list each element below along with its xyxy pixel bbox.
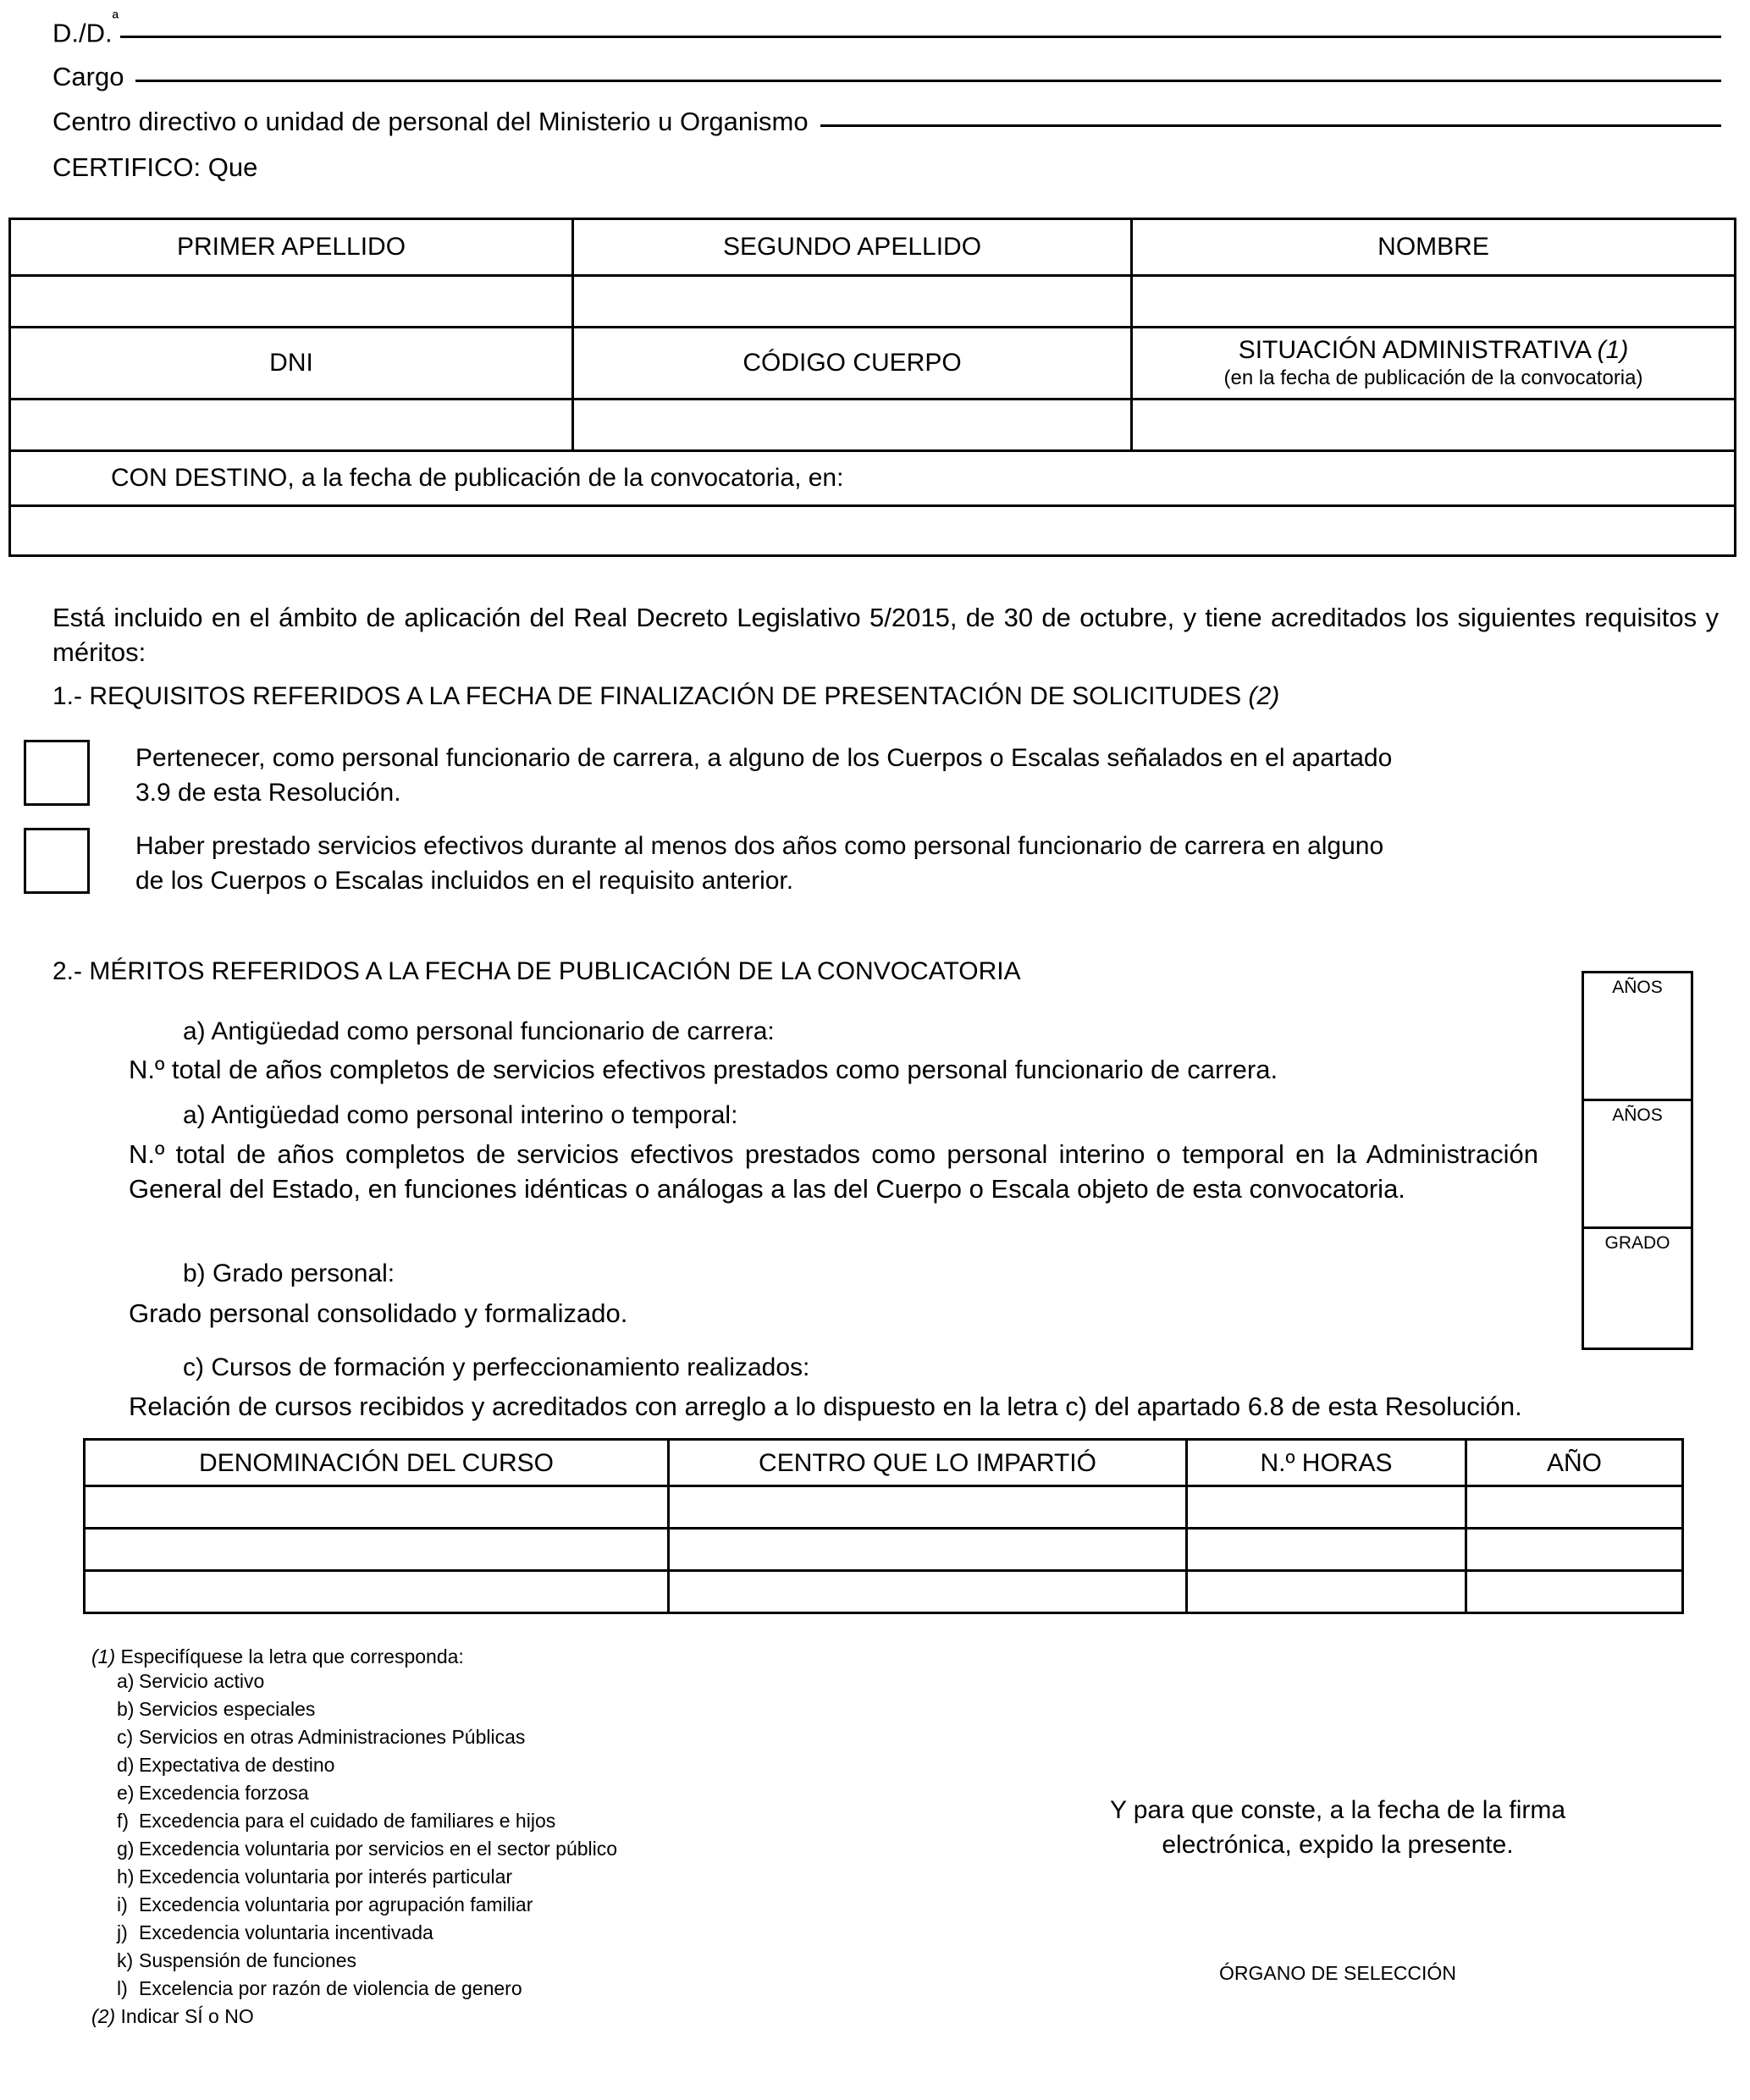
footnote-letter: d)	[117, 1754, 135, 1776]
courses-header-ano: AÑO	[1466, 1440, 1683, 1486]
course-1-denominacion[interactable]	[85, 1486, 669, 1529]
field-nombre-row	[52, 9, 1721, 48]
merit-c-label: c) Cursos de formación y perfeccionamiento realizados:	[183, 1353, 810, 1381]
footnote-letter: h)	[117, 1866, 135, 1888]
footnote-text: Excedencia para el cuidado de familiares e hijos	[139, 1810, 556, 1832]
input-situacion-administrativa[interactable]	[1132, 400, 1736, 451]
field-cargo-label: Cargo	[52, 62, 124, 91]
certifico-label: CERTIFICO: Que	[52, 152, 258, 182]
footnote-text: Excedencia voluntaria por agrupación familiar	[139, 1893, 533, 1915]
footnote-1-list	[91, 1672, 938, 1998]
footnote-letter: g)	[117, 1838, 135, 1860]
list-item	[91, 1756, 938, 1775]
list-item	[91, 1811, 938, 1831]
course-1-horas[interactable]	[1187, 1486, 1466, 1529]
list-item	[91, 1700, 938, 1719]
intro-paragraph: Está incluido en el ámbito de aplicación del Real Decreto Legislativo 5/2015, de 30 de octubre, y tiene acreditados los siguientes requisitos y méritos:	[52, 603, 1719, 667]
table-row	[85, 1529, 1683, 1571]
list-item	[91, 1839, 938, 1859]
course-1-centro[interactable]	[669, 1486, 1187, 1529]
footnote-text: Servicio activo	[139, 1670, 265, 1692]
checkbox-requisito-2[interactable]	[24, 828, 90, 894]
field-cargo-row	[52, 63, 1721, 90]
footnote-letter: b)	[117, 1698, 135, 1720]
grado-cell[interactable]	[1584, 1229, 1691, 1348]
footnote-text: Excedencia forzosa	[139, 1782, 309, 1804]
footnote-text: Expectativa de destino	[139, 1754, 335, 1776]
footnote-1-head: (1) Especifíquese la letra que corresponda:	[91, 1645, 464, 1667]
course-3-centro[interactable]	[669, 1571, 1187, 1613]
field-nombre-rule[interactable]	[120, 36, 1721, 38]
years-cell-2[interactable]	[1584, 1101, 1691, 1226]
cell-codigo-cuerpo-header: CÓDIGO CUERPO	[573, 328, 1132, 400]
merit-a1-text: N.º total de años completos de servicios efectivos prestados como personal funcionario de carrera.	[129, 1055, 1278, 1084]
table-row-con-destino	[10, 451, 1736, 506]
course-2-ano[interactable]	[1466, 1529, 1683, 1571]
courses-header-horas: N.º HORAS	[1187, 1440, 1466, 1486]
course-1-ano[interactable]	[1466, 1486, 1683, 1529]
section-2-title: 2.- MÉRITOS REFERIDOS A LA FECHA DE PUBLICACIÓN DE LA CONVOCATORIA	[52, 957, 1021, 985]
list-item	[91, 1672, 938, 1691]
courses-header-row	[85, 1440, 1683, 1486]
merit-b-text: Grado personal consolidado y formalizado.	[129, 1298, 628, 1328]
list-item	[91, 1951, 938, 1970]
table-row-dni-input	[10, 400, 1736, 451]
years-cell-1[interactable]	[1584, 973, 1691, 1099]
table-row-destino-input	[10, 506, 1736, 556]
course-3-denominacion[interactable]	[85, 1571, 669, 1613]
years-cell-1-label: AÑOS	[1612, 978, 1663, 997]
merit-b-label: b) Grado personal:	[183, 1259, 395, 1287]
merit-a2-text: N.º total de años completos de servicios efectivos prestados como personal interino o temporal en la Administración General del Estado, en funciones idénticas o análogas a las del Cuerpo o Escala objeto de esta convocatoria.	[129, 1139, 1538, 1204]
footnote-text: Suspensión de funciones	[139, 1949, 357, 1971]
list-item	[91, 1923, 938, 1943]
input-primer-apellido[interactable]	[10, 276, 573, 328]
footnote-text: Excedencia voluntaria por servicios en el sector público	[139, 1838, 618, 1860]
footnote-letter: i)	[117, 1893, 128, 1915]
footnote-text: Servicios en otras Administraciones Públicas	[139, 1726, 526, 1748]
field-cargo-rule[interactable]	[135, 80, 1721, 82]
input-nombre[interactable]	[1132, 276, 1736, 328]
course-2-centro[interactable]	[669, 1529, 1187, 1571]
identity-table	[8, 218, 1736, 557]
footnotes-block	[91, 1647, 938, 2026]
table-row-headers-dni	[10, 328, 1736, 400]
cell-con-destino-label: CON DESTINO, a la fecha de publicación de la convocatoria, en:	[10, 451, 1736, 506]
footnote-letter: l)	[117, 1977, 128, 1999]
course-3-horas[interactable]	[1187, 1571, 1466, 1613]
signature-statement-line-1: Y para que conste, a la fecha de la firma	[1109, 1796, 1566, 1824]
years-grade-box	[1582, 971, 1693, 1350]
footnote-text: Excedencia voluntaria incentivada	[139, 1921, 433, 1943]
list-item	[91, 1783, 938, 1803]
footnote-letter: e)	[117, 1782, 135, 1804]
input-con-destino[interactable]	[10, 506, 1736, 556]
list-item	[91, 1979, 938, 1998]
footnote-text: Servicios especiales	[139, 1698, 316, 1720]
situacion-admin-note: (en la fecha de publicación de la convocatoria)	[1223, 367, 1643, 390]
merit-c-text: Relación de cursos recibidos y acreditados con arreglo a lo dispuesto en la letra c) del apartado 6.8 de esta Resolución.	[129, 1392, 1522, 1421]
footnote-2: (2) Indicar SÍ o NO	[91, 2005, 254, 2027]
table-row-headers-apellidos	[10, 219, 1736, 276]
cell-dni-header: DNI	[10, 328, 573, 400]
field-centro-row	[52, 108, 1721, 135]
cell-primer-apellido-header: PRIMER APELLIDO	[10, 219, 573, 276]
list-item	[91, 1728, 938, 1747]
field-nombre-label: D./D.$^ª$	[52, 9, 119, 48]
table-row	[85, 1486, 1683, 1529]
footnote-text: Excedencia voluntaria por interés particular	[139, 1866, 513, 1888]
merit-a1-label: a) Antigüedad como personal funcionario de carrera:	[183, 1017, 775, 1045]
course-3-ano[interactable]	[1466, 1571, 1683, 1613]
courses-header-denominacion: DENOMINACIÓN DEL CURSO	[85, 1440, 669, 1486]
table-row-apellidos-input	[10, 276, 1736, 328]
grado-cell-label: GRADO	[1604, 1233, 1670, 1253]
requisito-1-text: Pertenecer, como personal funcionario de carrera, a alguno de los Cuerpos o Escalas señalados en el apartado 3.9 de esta Resolución.	[135, 744, 1393, 807]
cell-situacion-administrativa-header	[1132, 328, 1736, 400]
requisito-2-text: Haber prestado servicios efectivos durante al menos dos años como personal funcionario de carrera en alguno de los Cuerpos o Escalas incluidos en el requisito anterior.	[135, 832, 1384, 895]
footnote-letter: j)	[117, 1921, 128, 1943]
footnote-letter: f)	[117, 1810, 130, 1832]
field-centro-rule[interactable]	[820, 124, 1721, 127]
list-item	[91, 1895, 938, 1915]
footnote-letter: c)	[117, 1726, 134, 1748]
course-2-horas[interactable]	[1187, 1529, 1466, 1571]
input-codigo-cuerpo[interactable]	[573, 400, 1132, 451]
input-segundo-apellido[interactable]	[573, 276, 1132, 328]
courses-header-centro: CENTRO QUE LO IMPARTIÓ	[669, 1440, 1187, 1486]
course-2-denominacion[interactable]	[85, 1529, 669, 1571]
table-row	[85, 1571, 1683, 1613]
input-dni[interactable]	[10, 400, 573, 451]
cell-nombre-header: NOMBRE	[1132, 219, 1736, 276]
checkbox-requisito-1[interactable]	[24, 740, 90, 806]
field-centro-label: Centro directivo o unidad de personal del Ministerio u Organismo	[52, 107, 809, 136]
footnote-text: Excelencia por razón de violencia de genero	[139, 1977, 522, 1999]
signature-statement	[1024, 1793, 1651, 1863]
situacion-admin-title: SITUACIÓN ADMINISTRATIVA (1)	[1238, 335, 1629, 364]
courses-table	[83, 1438, 1684, 1614]
signature-statement-line-2: electrónica, expido la presente.	[1162, 1831, 1514, 1860]
section-1-title: 1.- REQUISITOS REFERIDOS A LA FECHA DE FINALIZACIÓN DE PRESENTACIÓN DE SOLICITUDES (2)	[52, 682, 1280, 710]
footnote-letter: k)	[117, 1949, 134, 1971]
years-cell-2-label: AÑOS	[1612, 1105, 1663, 1125]
cell-segundo-apellido-header: SEGUNDO APELLIDO	[573, 219, 1132, 276]
list-item	[91, 1867, 938, 1887]
footnote-letter: a)	[117, 1670, 135, 1692]
merit-a2-label: a) Antigüedad como personal interino o temporal:	[183, 1101, 738, 1129]
signature-organ-caption: ÓRGANO DE SELECCIÓN	[1219, 1962, 1456, 1984]
